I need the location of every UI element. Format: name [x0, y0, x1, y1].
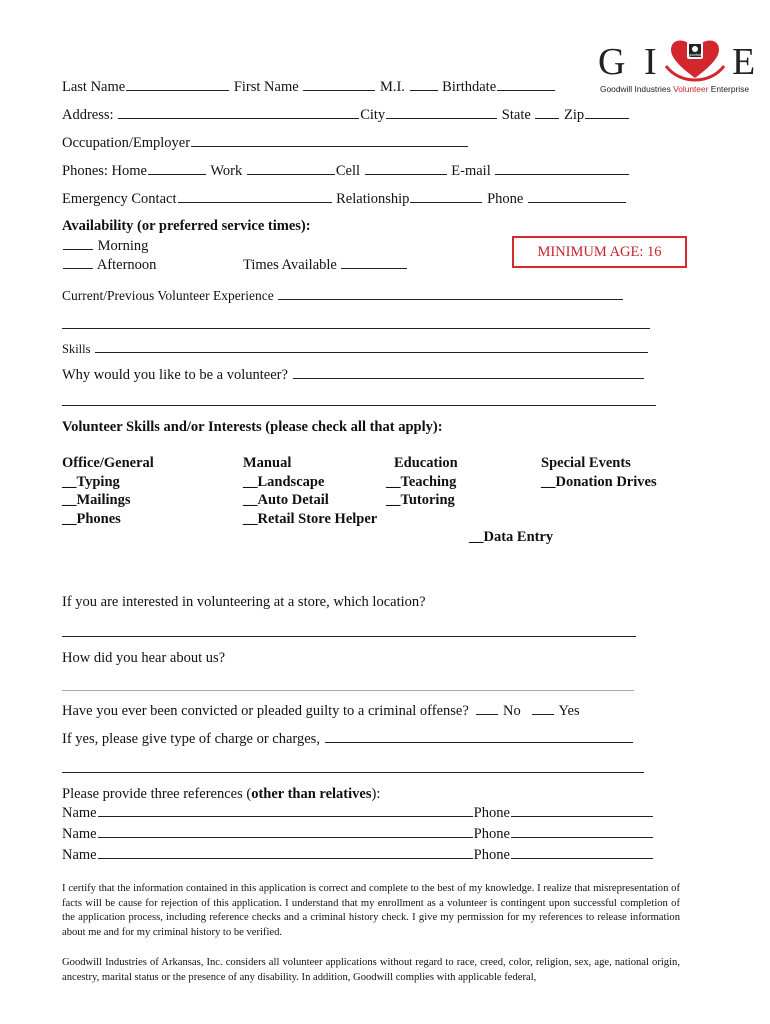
email-field[interactable]	[495, 161, 629, 175]
afternoon-checkbox[interactable]	[63, 255, 93, 269]
certification-paragraph: I certify that the information contained in this application is correct and complete to the best of my knowledge. I realize that misrepresentation of facts will be cause for rejection of this application. I understand that my enrollment as a volunteer is contingent upon successful completion of the application process, including reference checks and a criminal history check. I give my permission for my references to release information about me and for my criminal history to be verified.	[62, 883, 680, 938]
reference-name-field[interactable]	[98, 845, 473, 859]
why-field[interactable]	[293, 365, 644, 379]
convicted-no-label: No	[503, 703, 521, 719]
charges-row	[62, 729, 634, 748]
morning-label: Morning	[97, 238, 149, 254]
first-name-label: First Name	[233, 79, 299, 95]
home-phone-field[interactable]	[148, 161, 206, 175]
reference-name-field[interactable]	[98, 824, 473, 838]
auto-detail-option[interactable]: __Auto Detail	[243, 492, 329, 508]
times-available-field[interactable]	[341, 255, 407, 269]
landscape-option[interactable]: __Landscape	[243, 473, 325, 490]
experience-field[interactable]	[278, 286, 623, 300]
relationship-field[interactable]	[410, 189, 482, 203]
convicted-no-checkbox[interactable]	[476, 701, 498, 715]
morning-checkbox[interactable]	[63, 236, 93, 250]
data-entry-option[interactable]: __Data Entry	[469, 529, 554, 545]
logo-letter-i: I	[644, 41, 657, 83]
store-location-label: If you are interested in volunteering at a store, which location?	[62, 594, 426, 610]
logo-badge-text: goodwill	[688, 53, 702, 57]
hear-about-field[interactable]	[62, 690, 634, 691]
convicted-label: Have you ever been convicted or pleaded guilty to a criminal offense?	[62, 703, 469, 719]
morning-row	[62, 236, 148, 255]
state-label: State	[501, 107, 531, 123]
education-column	[386, 454, 458, 509]
logo-tagline: Goodwill Industries Volunteer Enterprise	[600, 84, 749, 94]
experience-label: Current/Previous Volunteer Experience	[62, 288, 274, 303]
work-phone-field[interactable]	[247, 161, 335, 175]
office-general-column	[62, 454, 154, 528]
phones-row	[62, 161, 630, 180]
convicted-yes-checkbox[interactable]	[532, 701, 554, 715]
state-field[interactable]	[535, 105, 559, 119]
first-name-field[interactable]	[303, 77, 375, 91]
address-row	[62, 105, 630, 124]
equal-opportunity-paragraph: Goodwill Industries of Arkansas, Inc. considers all volunteer applications without regard to race, creed, color, religion, sex, age, national origin, ancestry, marital status or the presence of any disability. In addition, Goodwill complies with applicable federal,	[62, 957, 680, 983]
reference-name-field[interactable]	[98, 803, 473, 817]
afternoon-row	[62, 255, 156, 274]
reference-row	[62, 845, 654, 864]
logo-letter-g: G	[598, 41, 626, 83]
city-field[interactable]	[386, 105, 497, 119]
interests-heading: Volunteer Skills and/or Interests (please check all that apply):	[62, 419, 443, 435]
reference-phone-field[interactable]	[511, 824, 653, 838]
reference-phone-field[interactable]	[511, 803, 653, 817]
cell-phone-field[interactable]	[365, 161, 447, 175]
store-location-field[interactable]	[62, 636, 636, 637]
name-row	[62, 77, 556, 96]
office-general-heading: Office/General	[62, 455, 154, 471]
typing-option[interactable]: __Typing	[62, 473, 120, 490]
mi-label: M.I.	[379, 79, 405, 95]
give-logo	[596, 36, 766, 100]
donation-drives-option[interactable]: __Donation Drives	[541, 473, 657, 490]
last-name-field[interactable]	[126, 77, 229, 91]
reference-phone-label: Phone	[473, 805, 510, 821]
emergency-phone-label: Phone	[487, 191, 524, 207]
skills-field[interactable]	[95, 339, 648, 353]
emergency-row	[62, 189, 627, 208]
convicted-yes-label: Yes	[558, 703, 580, 719]
hear-about-label: How did you hear about us?	[62, 650, 226, 666]
work-phone-label: Work	[210, 163, 243, 179]
reference-phone-label: Phone	[473, 847, 510, 863]
special-events-column	[541, 454, 657, 491]
times-available-label: Times Available	[243, 257, 337, 273]
reference-row	[62, 803, 654, 822]
email-label: E-mail	[451, 163, 491, 179]
experience-row	[62, 286, 624, 305]
birthdate-field[interactable]	[497, 77, 555, 91]
convicted-row	[62, 701, 580, 720]
charges-field[interactable]	[325, 729, 633, 743]
reference-name-label: Name	[62, 805, 97, 821]
mailings-option[interactable]: __Mailings	[62, 492, 131, 508]
skills-label: Skills	[62, 342, 91, 356]
reference-phone-label: Phone	[473, 826, 510, 842]
minimum-age-notice: MINIMUM AGE: 16	[512, 236, 687, 268]
teaching-option[interactable]: __Teaching	[386, 473, 457, 490]
tutoring-option[interactable]: __Tutoring	[386, 492, 455, 508]
mi-field[interactable]	[410, 77, 438, 91]
times-available-row	[243, 255, 408, 274]
reference-row	[62, 824, 654, 843]
city-label: City	[360, 107, 386, 123]
last-name-label: Last Name	[62, 79, 126, 95]
occupation-label: Occupation/Employer	[62, 135, 191, 151]
why-label: Why would you like to be a volunteer?	[62, 367, 288, 383]
home-phone-label: Phones: Home	[62, 163, 147, 179]
emergency-phone-field[interactable]	[528, 189, 626, 203]
address-label: Address:	[62, 107, 114, 123]
charges-line-2[interactable]	[62, 772, 644, 773]
manual-column	[243, 454, 377, 528]
reference-name-label: Name	[62, 847, 97, 863]
zip-label: Zip	[564, 107, 585, 123]
experience-line-2[interactable]	[62, 328, 650, 329]
emergency-contact-label: Emergency Contact	[62, 191, 177, 207]
logo-letter-e: E	[732, 41, 756, 83]
afternoon-label: Afternoon	[96, 257, 157, 273]
retail-store-helper-option[interactable]: __Retail Store Helper	[243, 510, 378, 527]
emergency-contact-field[interactable]	[178, 189, 332, 203]
why-row	[62, 365, 645, 384]
reference-name-label: Name	[62, 826, 97, 842]
references-heading: Please provide three references (other than relatives):	[62, 786, 381, 802]
phones-option[interactable]: __Phones	[62, 510, 121, 527]
availability-heading: Availability (or preferred service times):	[62, 218, 311, 234]
skills-row	[62, 339, 649, 358]
occupation-row	[62, 133, 469, 152]
charges-label: If yes, please give type of charge or charges,	[62, 731, 320, 747]
reference-phone-field[interactable]	[511, 845, 653, 859]
heart-hands-icon	[662, 36, 728, 82]
manual-heading: Manual	[243, 455, 292, 471]
special-events-heading: Special Events	[541, 455, 631, 471]
education-heading: Education	[394, 455, 458, 471]
address-field[interactable]	[118, 105, 359, 119]
cell-phone-label: Cell	[335, 163, 361, 179]
occupation-field[interactable]	[191, 133, 468, 147]
relationship-label: Relationship	[336, 191, 410, 207]
birthdate-label: Birthdate	[442, 79, 497, 95]
why-line-2[interactable]	[62, 405, 656, 406]
zip-field[interactable]	[585, 105, 629, 119]
